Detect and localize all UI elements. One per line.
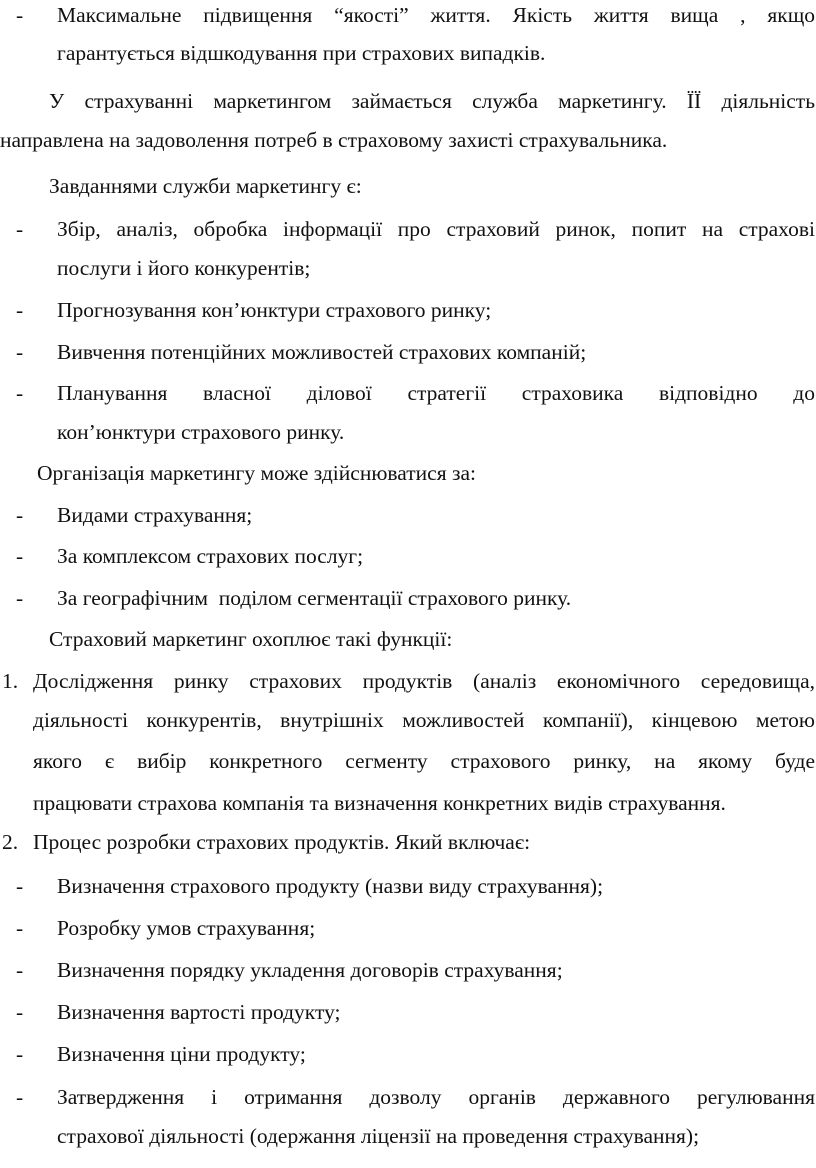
bullet-dash: -	[16, 1085, 24, 1109]
paragraph-line	[0, 624, 816, 654]
bullet-dash: -	[16, 381, 24, 405]
list-item-text: Вивчення потенційних можливостей страхових компаній;	[57, 340, 587, 364]
list-item-text: Прогнозування кон’юнктури страхового ринку;	[57, 298, 492, 322]
list-item-continuation	[0, 1121, 816, 1151]
item-number: 2.	[2, 830, 19, 854]
list-item	[0, 337, 816, 367]
list-item-text: гарантується відшкодування при страхових випадків.	[57, 41, 546, 65]
list-item-text: Видами страхування;	[57, 503, 253, 527]
numbered-item	[0, 827, 816, 857]
list-item	[0, 997, 816, 1027]
list-item	[0, 1039, 816, 1069]
list-item	[0, 541, 816, 571]
bullet-dash: -	[16, 958, 24, 982]
list-item-text: Затвердження і отримання дозволу органів державного регулювання	[57, 1085, 815, 1109]
list-item	[0, 871, 816, 901]
list-item	[0, 955, 816, 985]
list-item-text: кон’юнктури страхового ринку.	[57, 420, 345, 444]
list-item-continuation	[0, 38, 816, 68]
list-item-text: Максимальне підвищення “якості” життя. Якість життя вища , якщо	[57, 3, 815, 27]
list-item	[0, 214, 816, 244]
list-item-text: Планування власної ділової стратегії страховика відповідно до	[57, 381, 815, 405]
list-item-text: Визначення порядку укладення договорів страхування;	[57, 958, 563, 982]
paragraph-text: Завданнями служби маркетингу є:	[49, 174, 362, 198]
list-item	[0, 378, 816, 408]
numbered-item-continuation	[0, 788, 816, 818]
numbered-item-text: Процес розробки страхових продуктів. Який включає:	[33, 830, 531, 854]
numbered-item	[0, 666, 816, 696]
list-item-text: страхової діяльності (одержання ліцензії на проведення страхування);	[57, 1124, 700, 1148]
paragraph-text: направлена на задоволення потреб в страховому захисті страхувальника.	[0, 128, 668, 152]
numbered-item-text: діяльності конкурентів, внутрішніх можливостей компанії), кінцевою метою	[33, 708, 815, 732]
paragraph-text: Організація маркетингу може здійснюватися за:	[37, 461, 476, 485]
paragraph-text: Страховий маркетинг охоплює такі функції:	[49, 627, 453, 651]
bullet-dash: -	[16, 217, 24, 241]
list-item-text: Визначення ціни продукту;	[57, 1042, 306, 1066]
paragraph-line	[0, 86, 816, 116]
paragraph-line	[0, 125, 816, 155]
numbered-item-text: якого є вибір конкретного сегменту страхового ринку, на якому буде	[33, 749, 815, 773]
bullet-dash: -	[16, 3, 24, 27]
list-item	[0, 913, 816, 943]
numbered-item-text: Дослідження ринку страхових продуктів (аналіз економічного середовища,	[33, 669, 815, 693]
numbered-item-continuation	[0, 746, 816, 776]
list-item	[0, 500, 816, 530]
paragraph-line	[0, 171, 816, 201]
list-item-continuation	[0, 417, 816, 447]
list-item-text: Визначення вартості продукту;	[57, 1000, 341, 1024]
paragraph-line	[0, 458, 816, 488]
numbered-item-text: працювати страхова компанія та визначення конкретних видів страхування.	[33, 791, 726, 815]
list-item	[0, 583, 816, 613]
numbered-item-continuation	[0, 705, 816, 735]
list-item-text: Визначення страхового продукту (назви виду страхування);	[57, 874, 604, 898]
bullet-dash: -	[16, 586, 24, 610]
paragraph-text: У страхуванні маркетингом займається служба маркетингу. ЇЇ діяльність	[49, 89, 815, 113]
bullet-dash: -	[16, 340, 24, 364]
list-item	[0, 295, 816, 325]
list-item-text: За географічним поділом сегментації страхового ринку.	[57, 586, 572, 610]
list-item	[0, 0, 816, 30]
item-number: 1.	[2, 669, 19, 693]
bullet-dash: -	[16, 298, 24, 322]
list-item-text: послуги і його конкурентів;	[57, 256, 311, 280]
list-item-text: Збір, аналіз, обробка інформації про страховий ринок, попит на страхові	[57, 217, 815, 241]
bullet-dash: -	[16, 1042, 24, 1066]
list-item	[0, 1082, 816, 1112]
bullet-dash: -	[16, 544, 24, 568]
list-item-text: Розробку умов страхування;	[57, 916, 316, 940]
list-item-text: За комплексом страхових послуг;	[57, 544, 364, 568]
bullet-dash: -	[16, 503, 24, 527]
bullet-dash: -	[16, 1000, 24, 1024]
bullet-dash: -	[16, 874, 24, 898]
bullet-dash: -	[16, 916, 24, 940]
list-item-continuation	[0, 253, 816, 283]
